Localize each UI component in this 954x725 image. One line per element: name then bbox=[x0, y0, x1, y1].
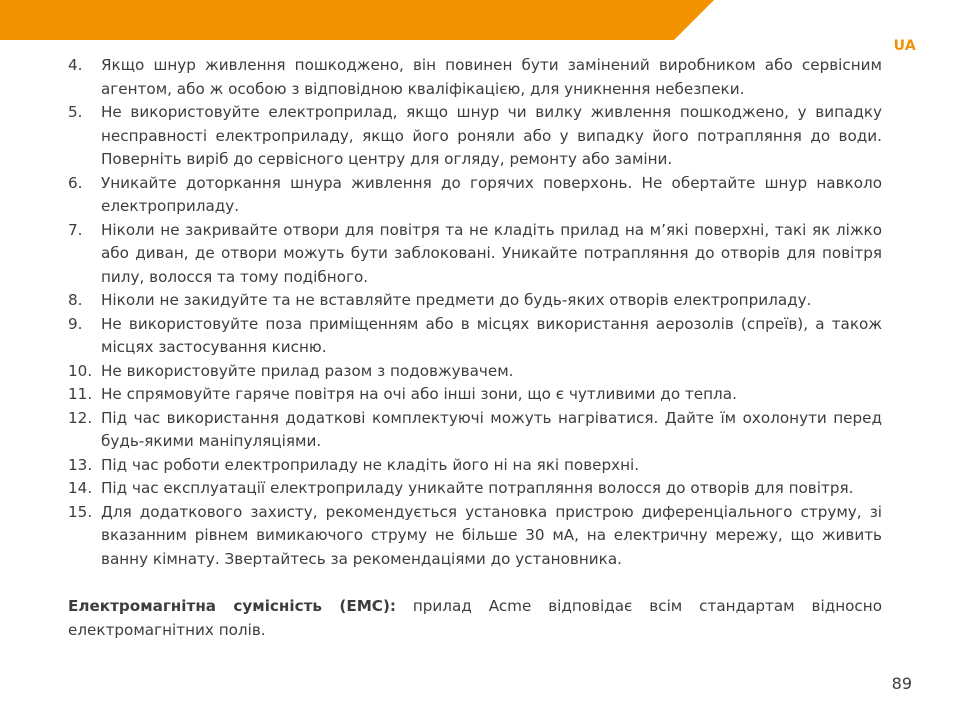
list-item-number: 10. bbox=[68, 361, 93, 380]
list-item-number: 5. bbox=[68, 103, 83, 121]
list-item-text: Ніколи не закидуйте та не вставляйте предмети до будь-яких отворів електроприладу. bbox=[101, 291, 812, 309]
list-item bbox=[68, 454, 882, 478]
safety-instructions-list bbox=[68, 54, 882, 571]
list-item-text: Під час експлуатації електроприладу уникайте потрапляння волосся до отворів для повітря. bbox=[101, 479, 854, 497]
list-item-number: 8. bbox=[68, 291, 83, 309]
page-content bbox=[68, 54, 882, 657]
list-item bbox=[68, 407, 882, 454]
list-item-text: Не використовуйте електроприлад, якщо шнур чи вилку живлення пошкоджено, у випадку несправності електроприладу, якщо його роняли або у випадку його потрапляння до води. Поверніть виріб до сервісного центру для огляду, ремонту або заміни. bbox=[101, 103, 882, 168]
list-item-text: Якщо шнур живлення пошкоджено, він повинен бути замінений виробником або сервісним агентом, або ж особою з відповідною кваліфікацією, для уникнення небезпеки. bbox=[101, 56, 882, 98]
list-item-number: 14. bbox=[68, 479, 93, 497]
list-item bbox=[68, 289, 882, 313]
list-item bbox=[68, 360, 882, 384]
list-item-number: 11. bbox=[68, 385, 93, 403]
list-item-number: 9. bbox=[68, 314, 83, 333]
list-item bbox=[68, 501, 882, 572]
list-item bbox=[68, 101, 882, 172]
list-item-text: Для додаткового захисту, рекомендується установка пристрою диференціального струму, зі вказанним рівнем вимикаючого струму не більше 30 мА, на електричну мережу, що живить ванну кімнату. Звертайтесь за рекомендаціями до установника. bbox=[101, 502, 882, 568]
header-accent-bar bbox=[0, 0, 954, 40]
list-item-text: Під час роботи електроприладу не кладіть його ні на які поверхні. bbox=[101, 455, 640, 474]
list-item bbox=[68, 383, 882, 407]
list-item-text: Під час використання додаткові комплектуючі можуть нагріватися. Дайте їм охолонути перед будь-якими маніпуляціями. bbox=[101, 408, 882, 450]
list-item-number: 12. bbox=[68, 408, 93, 427]
emc-text: прилад Acme відповідає всім стандартам відносно електромагнітних полів. bbox=[68, 597, 882, 639]
list-item-text: Не спрямовуйте гаряче повітря на очі або інші зони, що є чутливими до тепла. bbox=[101, 385, 737, 403]
list-item-number: 4. bbox=[68, 56, 83, 74]
list-item-number: 15. bbox=[68, 502, 93, 521]
list-item-number: 6. bbox=[68, 173, 83, 192]
list-item-text: Уникайте доторкання шнура живлення до горячих поверхонь. Не обертайте шнур навколо електроприладу. bbox=[101, 173, 882, 215]
list-item bbox=[68, 54, 882, 101]
list-item bbox=[68, 313, 882, 360]
list-item-text: Не використовуйте прилад разом з подовжувачем. bbox=[101, 361, 514, 380]
list-item-number: 13. bbox=[68, 455, 93, 474]
emc-title: Електромагнітна сумісність (ЕМС): bbox=[68, 597, 396, 615]
list-item-number: 7. bbox=[68, 220, 83, 239]
list-item-text: Не використовуйте поза приміщенням або в місцях використання аерозолів (спреїв), а також місцях застосування кисню. bbox=[101, 314, 882, 356]
list-item bbox=[68, 172, 882, 219]
emc-paragraph bbox=[68, 595, 882, 642]
list-item bbox=[68, 219, 882, 290]
language-label: UA bbox=[893, 38, 916, 54]
page-number: 89 bbox=[891, 674, 912, 693]
list-item-text: Ніколи не закривайте отвори для повітря та не кладіть прилад на м’які поверхні, такі як ліжко або диван, де отвори можуть бути заблоковані. Уникайте потрапляння до отворів для повітря пилу, волосся та тому подібного. bbox=[101, 220, 882, 286]
header-accent-shape bbox=[0, 0, 714, 40]
list-item bbox=[68, 477, 882, 501]
